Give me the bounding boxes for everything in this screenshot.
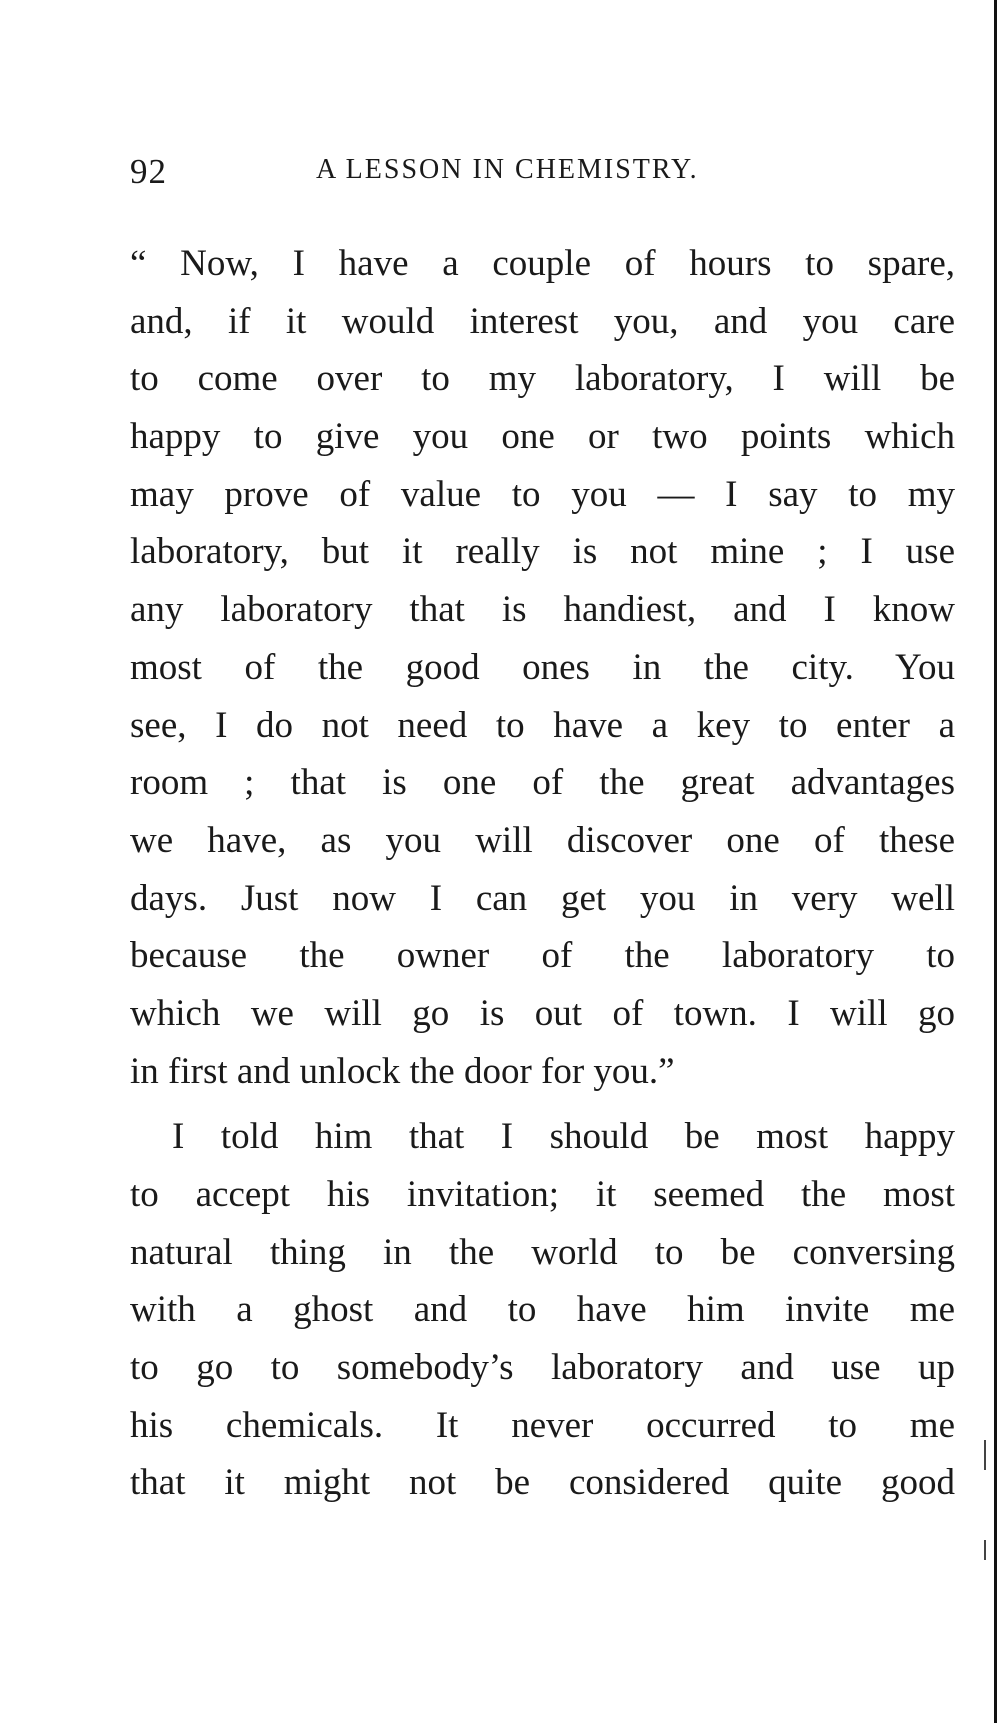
text-line: that it might not be considered quite good xyxy=(130,1462,955,1504)
text-line: natural thing in the world to be conversing xyxy=(130,1231,955,1273)
text-line: any laboratory that is handiest, and I know xyxy=(130,589,955,631)
page-edge-mark xyxy=(984,1540,986,1560)
page-edge-line xyxy=(994,0,997,1723)
text-line: see, I do not need to have a key to enter a xyxy=(130,704,955,746)
page-number: 92 xyxy=(130,152,167,191)
text-line: laboratory, but it really is not mine ; I use xyxy=(130,531,955,573)
text-line: because the owner of the laboratory to xyxy=(130,935,955,977)
text-line: most of the good ones in the city. You xyxy=(130,646,955,688)
running-title: A LESSON IN CHEMISTRY. xyxy=(316,154,699,185)
text-line: his chemicals. It never occurred to me xyxy=(130,1404,955,1446)
text-line: and, if it would interest you, and you care xyxy=(130,300,955,342)
text-line: room ; that is one of the great advantages xyxy=(130,762,955,804)
page-header xyxy=(130,152,960,202)
paragraph xyxy=(130,235,955,1100)
paragraph-gap xyxy=(130,1100,955,1108)
text-line: to come over to my laboratory, I will be xyxy=(130,358,955,400)
text-line: I told him that I should be most happy xyxy=(172,1116,955,1158)
page-edge-mark xyxy=(984,1440,986,1470)
text-line: in first and unlock the door for you.” xyxy=(130,1050,675,1092)
text-line: with a ghost and to have him invite me xyxy=(130,1289,955,1331)
body-text xyxy=(130,235,955,1512)
text-line: happy to give you one or two points which xyxy=(130,416,955,458)
text-line: we have, as you will discover one of these xyxy=(130,819,955,861)
text-line: “ Now, I have a couple of hours to spare, xyxy=(130,243,955,284)
text-line: days. Just now I can get you in very well xyxy=(130,877,955,919)
text-line: to go to somebody’s laboratory and use up xyxy=(130,1347,955,1389)
paragraph xyxy=(130,1108,955,1512)
text-line: which we will go is out of town. I will go xyxy=(130,992,955,1034)
text-line: to accept his invitation; it seemed the most xyxy=(130,1174,955,1215)
text-line: may prove of value to you — I say to my xyxy=(130,473,955,515)
